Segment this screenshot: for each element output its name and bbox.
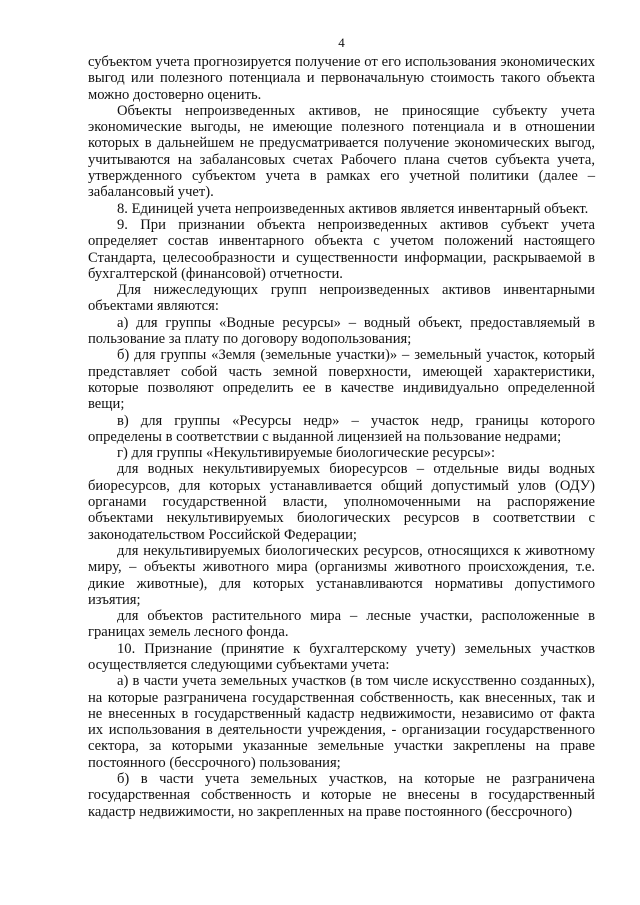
- paragraph-4: 9. При признании объекта непроизведенных активов субъект учета определяет состав инвентарного объекта с учетом положений настоящего Стандарта, целесообразности и существенности информации, раскрываемой в бухгалтерской (финансовой) отчетности.: [88, 216, 595, 282]
- paragraph-10: для водных некультивируемых биоресурсов – отдельные виды водных биоресурсов, для которых устанавливается общий допустимый улов (ОДУ) органами государственной власти, уполномоченными на распоряжение объектами некультивируемых биологических ресурсов в соответствии с законодательством Российской Федерации;: [88, 461, 595, 543]
- page-number: 4: [338, 35, 345, 50]
- paragraph-5: Для нижеследующих групп непроизведенных активов инвентарными объектами являются:: [88, 282, 595, 315]
- document-page: [88, 0, 595, 820]
- paragraph-12: для объектов растительного мира – лесные участки, расположенные в границах земель лесного фонда.: [88, 608, 595, 641]
- paragraph-15: б) в части учета земельных участков, на которые не разграничена государственная собственность и которые не внесены в государственный кадастр недвижимости, но закрепленных на праве постоянного (бессрочного): [88, 771, 595, 820]
- paragraph-14: а) в части учета земельных участков (в том числе искусственно созданных), на которые разграничена государственная собственность, как внесенных, так и не внесенных в государственный кадастр недвижимости, независимо от факта их использования в деятельности учреждения, - организации государственного сектора, за которыми указанные земельные участки закреплены на праве постоянного (бессрочного) пользования;: [88, 673, 595, 771]
- paragraph-11: для некультивируемых биологических ресурсов, относящихся к животному миру, – объекты животного мира (организмы животного происхождения, т.е. дикие животные), для которых устанавливаются нормативы допустимого изъятия;: [88, 542, 595, 608]
- paragraph-9: г) для группы «Некультивируемые биологические ресурсы»:: [117, 445, 496, 462]
- paragraph-8: в) для группы «Ресурсы недр» – участок недр, границы которого определены в соответствии с выданной лицензией на пользование недрами;: [88, 412, 595, 445]
- paragraph-6: а) для группы «Водные ресурсы» – водный объект, предоставляемый в пользование за плату по договору водопользования;: [88, 314, 595, 348]
- paragraph-2: Объекты непроизведенных активов, не приносящие субъекту учета экономические выгоды, не имеющие полезного потенциала и в отношении которых в дальнейшем не предусматривается получение экономических выгод, учитываются на забалансовых счетах Рабочего плана счетов субъекта учета, утвержденного субъектом учета в рамках его учетной политики (далее – забалансовый учет).: [88, 102, 595, 201]
- paragraph-7: б) для группы «Земля (земельные участки)» – земельный участок, который представляет собой часть земной поверхности, имеющей характеристики, которые позволяют определить ее в качестве индивидуально определенной вещи;: [88, 347, 595, 413]
- paragraph-13: 10. Признание (принятие к бухгалтерскому учету) земельных участков осуществляется следующими субъектами учета:: [88, 640, 595, 673]
- paragraph-3: 8. Единицей учета непроизведенных активов является инвентарный объект.: [117, 200, 589, 217]
- paragraph-1: субъектом учета прогнозируется получение от его использования экономических выгод или полезного потенциала и первоначальную стоимость такого объекта можно достоверно оценить.: [88, 54, 595, 103]
